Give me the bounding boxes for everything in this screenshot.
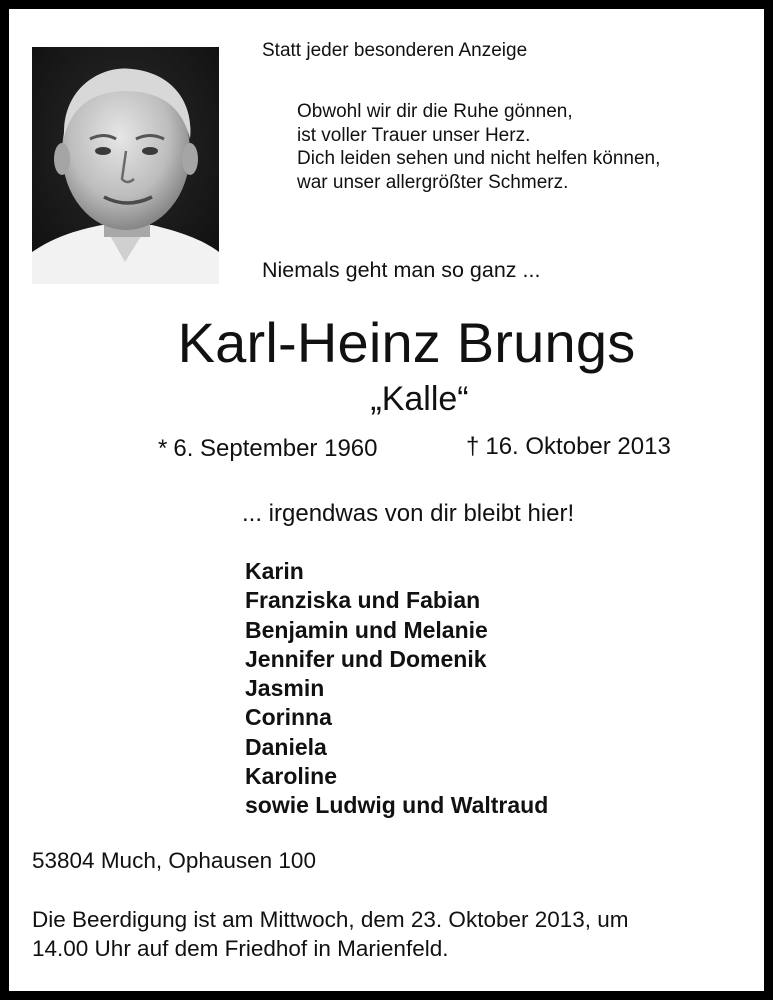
death-date-text: 16. Oktober 2013 [485, 433, 671, 460]
poem-line: ist voller Trauer unser Herz. [297, 124, 531, 146]
funeral-line: 14.00 Uhr auf dem Friedhof in Marienfeld. [32, 936, 449, 961]
saying-line: Niemals geht man so ganz ... [262, 258, 541, 282]
poem-line: Obwohl wir dir die Ruhe gönnen, [297, 101, 573, 122]
poem-line: war unser allergrößter Schmerz. [297, 171, 569, 193]
death-cross-icon: † [466, 433, 480, 460]
family-member: sowie Ludwig und Waltraud [245, 792, 549, 819]
poem [297, 100, 660, 194]
family-member: Karin [245, 558, 304, 584]
family-member: Benjamin und Melanie [245, 616, 488, 643]
funeral-line: Die Beerdigung ist am Mittwoch, dem 23. Oktober 2013, um [32, 907, 629, 932]
poem-line: Dich leiden sehen und nicht helfen können, [297, 148, 661, 169]
deceased-name: Karl-Heinz Brungs [177, 311, 636, 374]
address: 53804 Much, Ophausen 100 [32, 848, 316, 873]
family-member: Daniela [245, 733, 327, 760]
birth-date [158, 435, 377, 463]
family-list [245, 557, 548, 821]
family-member: Jasmin [245, 675, 325, 702]
nickname: „Kalle“ [370, 380, 469, 418]
portrait-illustration [32, 47, 219, 284]
intro-line: Statt jeder besonderen Anzeige [262, 40, 528, 61]
birth-star-icon: * [158, 435, 168, 462]
funeral-info [32, 905, 629, 963]
birth-date-text: 6. September 1960 [173, 435, 378, 462]
portrait-photo [32, 47, 219, 284]
family-member: Corinna [245, 704, 332, 731]
family-member: Jennifer und Domenik [245, 645, 487, 672]
subtitle-line: ... irgendwas von dir bleibt hier! [242, 500, 575, 527]
family-member: Franziska und Fabian [245, 587, 481, 614]
family-member: Karoline [245, 763, 338, 790]
death-date [466, 433, 671, 461]
